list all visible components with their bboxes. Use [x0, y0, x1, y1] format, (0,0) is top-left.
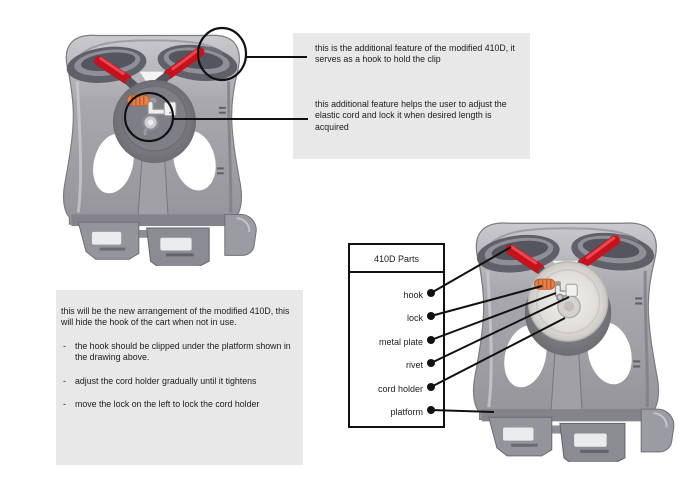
instructions-intro: this will be the new arrangement of the modified 410D, this will hide the hook of the cart when not in use.: [61, 306, 290, 328]
instruction-item: [61, 341, 295, 364]
rivet: [557, 294, 563, 300]
feature-notes-box: [293, 33, 530, 159]
bullet-dash: -: [63, 340, 66, 351]
parts-reference-cart-figure: [450, 208, 682, 462]
lock-coil: [127, 95, 149, 106]
part-label-cord-holder: cord holder: [377, 384, 423, 394]
metal-plate: [566, 284, 577, 296]
part-label-hook: hook: [403, 290, 423, 300]
part-label-rivet: rivet: [405, 360, 423, 370]
adjuster-note-text: this additional feature helps the user to adjust the elastic cord and lock it when desired length is acquired: [315, 99, 507, 132]
instruction-text: move the lock on the left to lock the cord holder: [75, 399, 260, 410]
modified-cart-figure: [45, 20, 260, 266]
part-label-metal-plate: metal plate: [378, 337, 423, 347]
bullet-dash: -: [63, 375, 66, 386]
arrangement-instructions-box: [56, 290, 303, 465]
bullet-dash: -: [63, 399, 66, 410]
parts-table: [348, 243, 445, 428]
instruction-text: adjust the cord holder gradually until it tightens: [75, 375, 257, 386]
instruction-item: [61, 399, 295, 410]
part-label-platform: platform: [390, 407, 423, 417]
instruction-item: [61, 376, 295, 387]
lock-coil: [535, 279, 555, 289]
part-label-lock: lock: [406, 313, 423, 323]
instruction-text: the hook should be clipped under the platform shown in the drawing above.: [75, 340, 291, 363]
hook-note-text: this is the additional feature of the modified 410D, it serves as a hook to hold the clip: [315, 43, 516, 65]
parts-table-title: 410D Parts: [350, 245, 443, 273]
